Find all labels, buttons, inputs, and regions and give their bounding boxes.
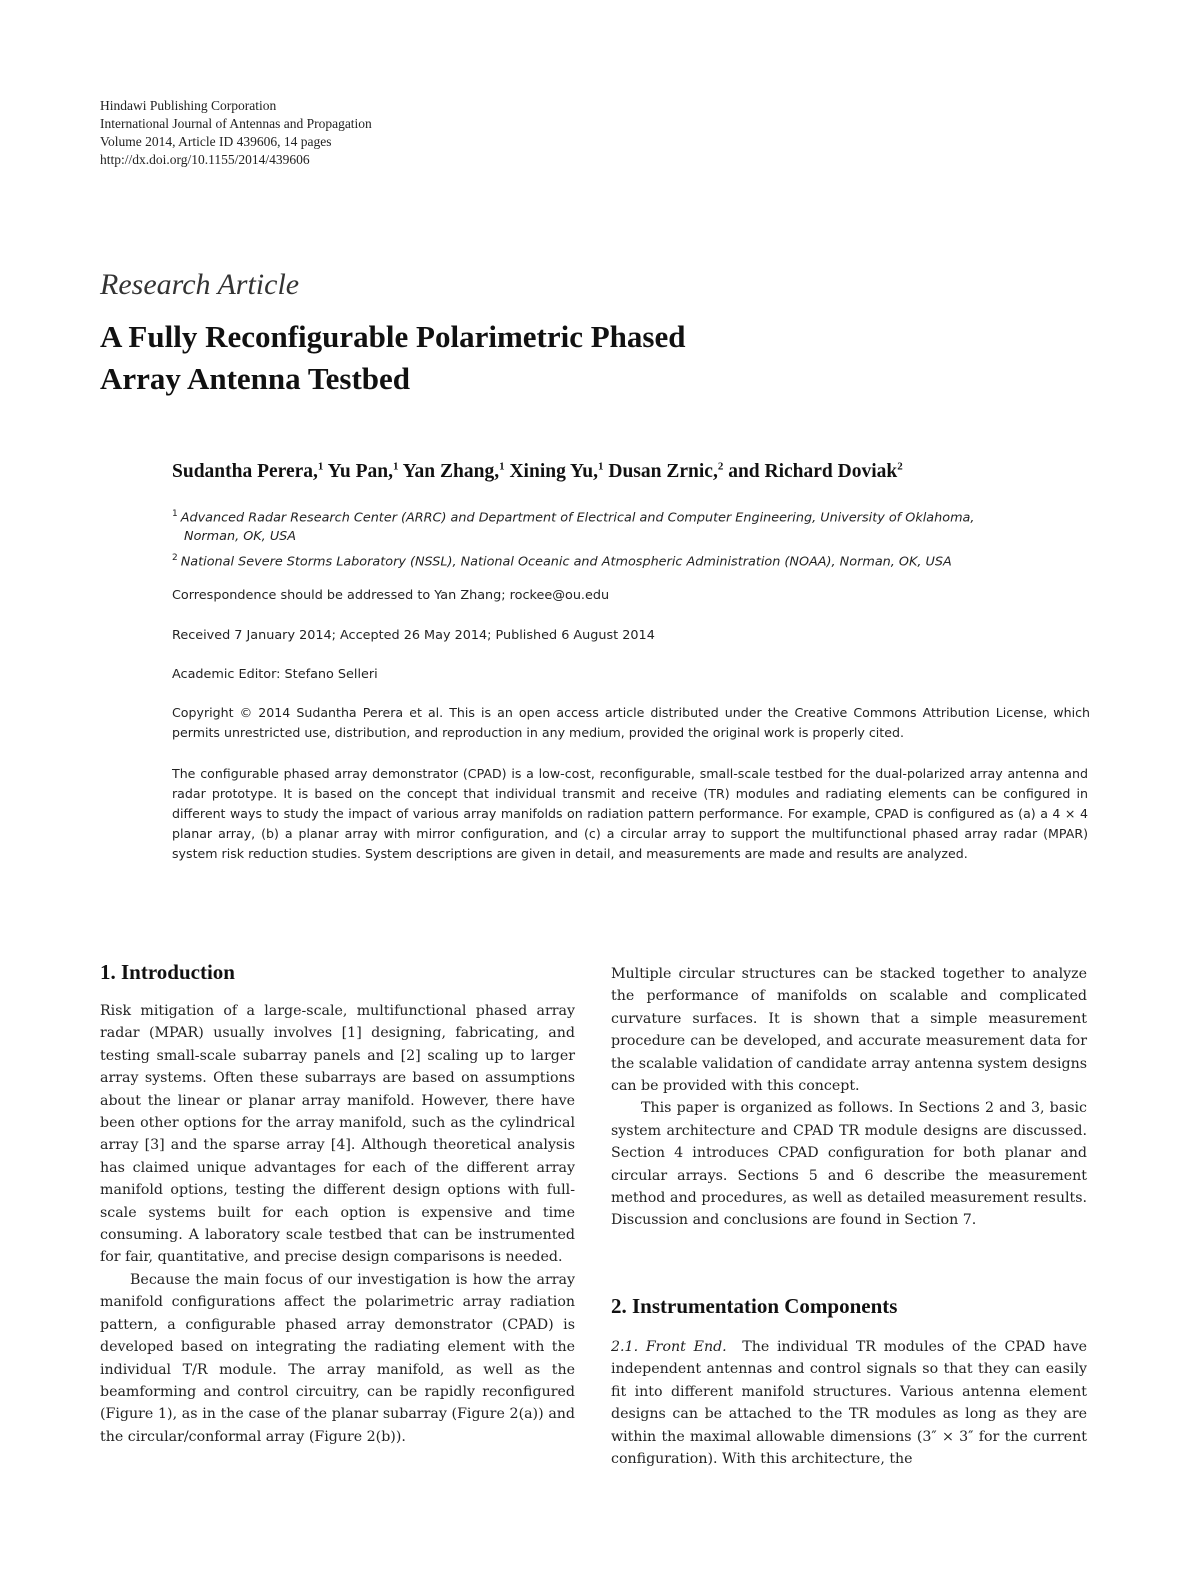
title-line-1: A Fully Reconfigurable Polarimetric Phased	[100, 319, 686, 354]
affiliation-1: $^1$ Advanced Radar Research Center (ARRC) and Department of Electrical and Computer Engineering, University of Oklahoma, Norman, OK, USA	[172, 509, 975, 545]
paragraph: 2.1. Front End. The individual TR modules of the CPAD have independent antennas and control signals so that they can easily fit into different manifold structures. Various antenna element designs can be attached to the TR modules as long as they are within the maximal allowable dimensions (3″ × 3″ for the current configuration). With this architecture, the	[611, 1339, 1087, 1468]
author: Dusan Zrnic,$^2$	[608, 460, 724, 482]
author: Sudantha Perera,$^1$	[172, 460, 324, 482]
article-type: Research Article	[100, 268, 300, 301]
subsection-label: 2.1. Front End.	[611, 1339, 727, 1355]
abstract: The configurable phased array demonstrator (CPAD) is a low-cost, reconfigurable, small-scale testbed for the dual-polarized array antenna and radar prototype. It is based on the concept that individual transmit and receive (TR) modules and radiating elements can be configured in different ways to study the impact of various array manifolds on radiation pattern performance. For example, CPAD is configured as (a) a 4 × 4 planar array, (b) a planar array with mirror configuration, and (c) a circular array to support the multifunctional phased array radar (MPAR) system risk reduction studies. System descriptions are given in detail, and measurements are made and results are analyzed.	[172, 766, 1088, 861]
paragraph: Because the main focus of our investigation is how the array manifold configurations affect the polarimetric array radiation pattern, a configurable phased array demonstrator (CPAD) is developed based on integrating the radiating element with the individual T/R module. The array manifold, as well as the beamforming and control circuitry, can be rapidly reconfigured (Figure 1), as in the case of the planar subarray (Figure 2(a)) and the circular/conformal array (Figure 2(b)).	[100, 1271, 575, 1445]
author: Xining Yu,$^1$	[509, 460, 604, 482]
volume-info: Volume 2014, Article ID 439606, 14 pages	[100, 134, 332, 149]
section-heading-introduction: 1. Introduction	[100, 960, 235, 984]
doi-link[interactable]: http://dx.doi.org/10.1155/2014/439606	[100, 152, 310, 167]
affiliation-2: $^2$ National Severe Storms Laboratory (NSSL), National Oceanic and Atmospheric Administration (NOAA), Norman, OK, USA	[172, 553, 952, 570]
author: Yan Zhang,$^1$	[402, 460, 505, 482]
publisher: Hindawi Publishing Corporation	[100, 98, 277, 113]
title-line-2: Array Antenna Testbed	[100, 361, 411, 396]
paragraph: Risk mitigation of a large-scale, multifunctional phased array radar (MPAR) usually involves [1] designing, fabricating, and testing small-scale subarray panels and [2] scaling up to larger array systems. Often these subarrays are based on assumptions about the linear or planar array manifold. However, there have been other options for the array manifold, such as the cylindrical array [3] and the sparse array [4]. Although theoretical analysis has claimed unique advantages for each of the different array manifold options, testing the different design options with full-scale systems built for each option is expensive and time consuming. A laboratory scale testbed that can be instrumented for fair, quantitative, and precise design comparisons is needed.	[100, 1003, 575, 1266]
author-list	[172, 460, 903, 483]
copyright-notice: Copyright © 2014 Sudantha Perera et al. This is an open access article distributed under the Creative Commons Attribution License, which permits unrestricted use, distribution, and reproduction in any medium, provided the original work is properly cited.	[172, 705, 1090, 740]
author: Yu Pan,$^1$	[327, 460, 399, 482]
paper-title	[100, 316, 685, 400]
left-column	[100, 1000, 575, 1448]
dates: Received 7 January 2014; Accepted 26 May 2014; Published 6 August 2014	[172, 628, 655, 643]
subsection-front-end	[611, 1336, 1087, 1470]
paragraph: This paper is organized as follows. In Sections 2 and 3, basic system architecture and CPAD TR module designs are discussed. Section 4 introduces CPAD configuration for both planar and circular arrays. Sections 5 and 6 describe the measurement method and procedures, as well as detailed measurement results. Discussion and conclusions are found in Section 7.	[611, 1100, 1087, 1229]
paragraph: Multiple circular structures can be stacked together to analyze the performance of manifolds on scalable and complicated curvature surfaces. It is shown that a simple measurement procedure can be developed, and accurate measurement data for the scalable validation of candidate array antenna system designs can be provided with this concept.	[611, 966, 1087, 1095]
author: and Richard Doviak$^2$	[728, 460, 903, 482]
right-column	[611, 963, 1087, 1232]
journal-name: International Journal of Antennas and Propagation	[100, 116, 372, 131]
section-heading-instrumentation: 2. Instrumentation Components	[611, 1294, 898, 1318]
correspondence: Correspondence should be addressed to Yan Zhang; rockee@ou.edu	[172, 588, 610, 603]
journal-header	[100, 97, 372, 169]
academic-editor: Academic Editor: Stefano Selleri	[172, 667, 378, 682]
